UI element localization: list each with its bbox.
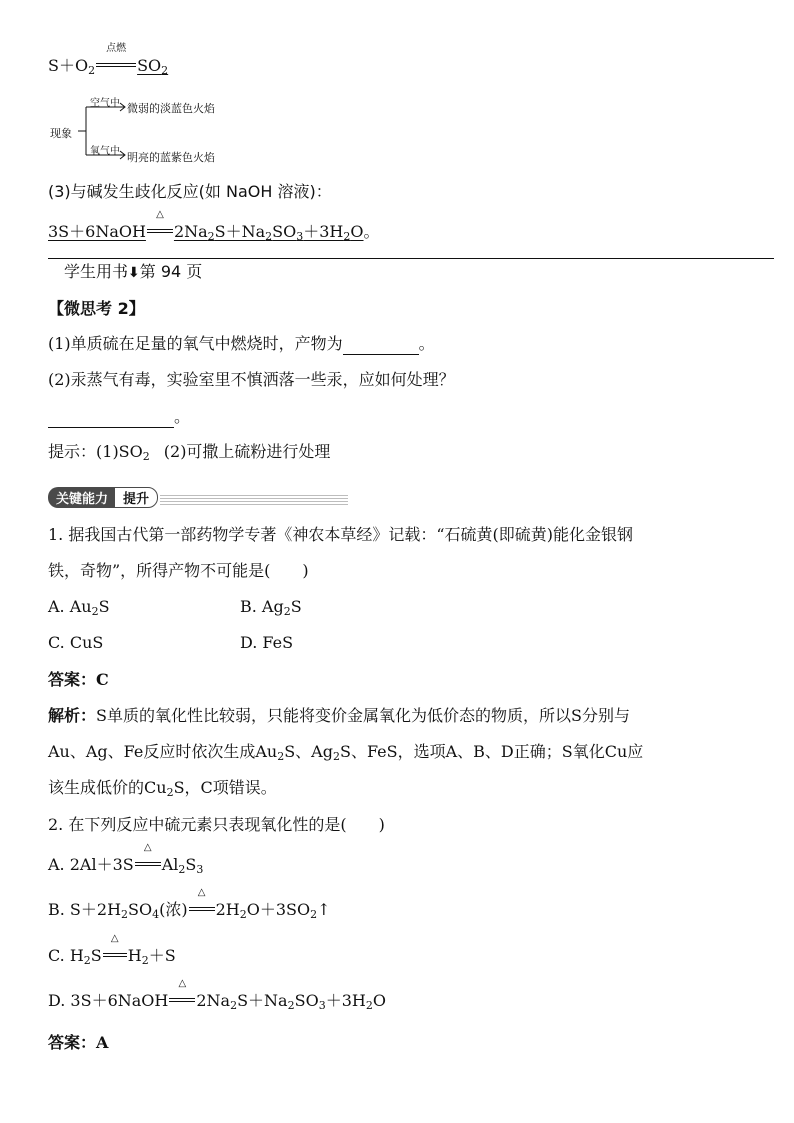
option-text: O＋3SO (246, 900, 311, 919)
q2-option-b (48, 887, 331, 921)
reaction-condition (102, 933, 128, 966)
option-text: S＋Na (237, 991, 288, 1010)
q2-answer (48, 1033, 108, 1053)
eq-part: ＋3H (303, 222, 344, 241)
q2-option-d (48, 978, 386, 1012)
page-ref-prefix: 学生用书 (64, 262, 129, 281)
analysis-text: S、Ag (284, 742, 333, 761)
option-text: 2H (215, 900, 240, 919)
q2-option-c (48, 933, 176, 967)
phenomena-label: 现象 (50, 127, 72, 140)
subscript: 2 (161, 64, 169, 77)
subscript: 2 (91, 605, 99, 618)
option-text: D. 3S＋6NaOH (48, 991, 169, 1010)
down-arrow-icon: ⬇ (128, 265, 140, 281)
option-text: B. Ag (240, 597, 284, 616)
option-text: O (372, 991, 386, 1010)
equals-bars (103, 953, 127, 957)
q1-analysis-line3 (48, 778, 277, 798)
badge-right-label: 提升 (114, 487, 158, 508)
answer-value: C (96, 670, 109, 689)
equals-bars (189, 907, 215, 911)
q1-option-c: C. CuS (48, 633, 104, 652)
q1-analysis-line2 (48, 742, 643, 762)
subscript: 2 (365, 999, 373, 1012)
option-text: C. H (48, 946, 84, 965)
equals-bars (135, 862, 161, 866)
option-text: A. 2Al＋3S (48, 855, 134, 874)
answer-label: 答案： (48, 1033, 97, 1052)
q1-option-b (240, 597, 302, 617)
subscript: 2 (239, 908, 247, 921)
option-text: ＋S (148, 946, 176, 965)
oxygen-label: 氧气中 (90, 146, 120, 157)
condition-text: 点燃 (106, 43, 127, 54)
answer-blank (48, 407, 174, 428)
subscript: 2 (166, 786, 174, 799)
subscript: 2 (287, 999, 295, 1012)
q1-stem-line2: 铁，奇物”，所得产物不可能是( ) (48, 561, 309, 580)
subscript: 2 (141, 954, 149, 967)
q1-answer (48, 670, 109, 690)
think-q1 (48, 334, 435, 355)
subscript: 3 (196, 863, 204, 876)
analysis-label: 解析： (48, 706, 97, 725)
analysis-text: Au、Ag、Fe反应时依次生成Au (48, 742, 278, 761)
reaction-condition (134, 842, 162, 875)
air-result: 微弱的淡蓝色火焰 (127, 102, 215, 115)
option-text: SO (128, 900, 153, 919)
hint-label: 提示： (48, 442, 97, 461)
think-title: 【微思考 2】 (48, 299, 145, 318)
badge-stripes (160, 493, 348, 505)
subscript: 2 (207, 230, 215, 243)
product-text: SO (137, 56, 162, 75)
subscript: 2 (178, 863, 186, 876)
q1-analysis-line1 (48, 706, 630, 726)
punctuation: 。 (174, 407, 191, 426)
badge-left-label: 关键能力 (48, 487, 118, 508)
item3-text: (3)与碱发生歧化反应(如 NaOH 溶液)： (48, 182, 332, 201)
option-text: S (290, 597, 302, 616)
subscript: 2 (332, 750, 340, 763)
subscript: 2 (277, 750, 285, 763)
analysis-text: S单质的氧化性比较弱，只能将变价金属氧化为低价态的物质，所以S分别与 (96, 706, 630, 725)
q1-stem-line1: 1. 据我国古代第一部药物学专著《神农本草经》记载：“石硫黄(即硫黄)能化金银钢 (48, 525, 634, 544)
option-text: H (127, 946, 142, 965)
analysis-text: S、FeS，选项A、B、D正确；S氧化Cu应 (339, 742, 644, 761)
subscript: 2 (283, 605, 291, 618)
punctuation: 。 (418, 334, 435, 353)
page-reference (64, 262, 202, 283)
divider (48, 258, 774, 259)
reaction-condition (188, 887, 216, 920)
equals-bars (147, 229, 173, 233)
subscript: 3 (318, 999, 326, 1012)
item3-equation (48, 209, 380, 243)
answer-label: 答案： (48, 670, 97, 689)
option-text: ↑ (317, 900, 331, 919)
subscript: 2 (83, 954, 91, 967)
eq-part: 2Na (173, 222, 208, 241)
equation-rhs (137, 56, 168, 75)
subscript: 2 (230, 999, 238, 1012)
answer-blank (343, 334, 419, 355)
subscript: 4 (152, 908, 160, 921)
q2-stem: 2. 在下列反应中硫元素只表现氧化性的是( ) (48, 815, 385, 834)
option-text: ＋3H (325, 991, 366, 1010)
oxygen-result: 明亮的蓝紫色火焰 (127, 151, 215, 164)
condition-text: △ (156, 209, 164, 220)
section-badge (48, 487, 348, 508)
option-text: 2Na (196, 991, 231, 1010)
question-text: (1)单质硫在足量的氧气中燃烧时，产物为 (48, 334, 343, 353)
q1-option-a (48, 597, 110, 617)
reaction-condition (95, 43, 137, 76)
option-text: Al (161, 855, 179, 874)
option-text: S (185, 855, 197, 874)
condition-text: △ (110, 933, 119, 944)
reaction-condition (168, 978, 196, 1011)
condition-text: △ (143, 842, 152, 853)
think-hint (48, 442, 330, 462)
think-q2: (2)汞蒸气有毒，实验室里不慎洒落一些汞，应如何处理？ (48, 370, 455, 389)
subscript: 2 (265, 230, 273, 243)
condition-text: △ (178, 978, 187, 989)
subscript: 2 (310, 908, 318, 921)
option-text: (浓) (159, 900, 188, 919)
eq-part: S＋Na (214, 222, 266, 241)
option-text: SO (294, 991, 319, 1010)
eq-part: O (350, 222, 364, 241)
eq-part: SO (272, 222, 297, 241)
equals-bars (169, 998, 195, 1002)
equation-lhs: S＋O (48, 56, 89, 75)
condition-text: △ (197, 887, 206, 898)
reaction-condition (146, 209, 174, 242)
eq-part: 3S＋6NaOH (48, 222, 146, 241)
air-label: 空气中 (90, 98, 120, 109)
equation-underlined (48, 209, 364, 243)
option-text: S (90, 946, 102, 965)
subscript: 3 (296, 230, 304, 243)
answer-value: A (96, 1033, 109, 1052)
subscript: 2 (121, 908, 129, 921)
subscript: 2 (343, 230, 351, 243)
q1-option-d: D. FeS (240, 633, 294, 652)
option-text: A. Au (48, 597, 92, 616)
analysis-text: S，C项错误。 (173, 778, 277, 797)
page-ref-suffix: 第 94 页 (139, 262, 203, 281)
hint-1: (1)SO (96, 442, 143, 461)
combustion-equation (48, 43, 169, 77)
hint-2: (2)可撒上硫粉进行处理 (163, 442, 331, 461)
option-text: B. S＋2H (48, 900, 122, 919)
punctuation: 。 (363, 222, 380, 241)
think-q2-answer (48, 407, 190, 428)
equals-bars (96, 63, 136, 67)
subscript: 2 (142, 450, 150, 463)
option-text: S (98, 597, 110, 616)
analysis-text: 该生成低价的Cu (48, 778, 167, 797)
q2-option-a (48, 842, 204, 876)
subscript: 2 (88, 64, 96, 77)
